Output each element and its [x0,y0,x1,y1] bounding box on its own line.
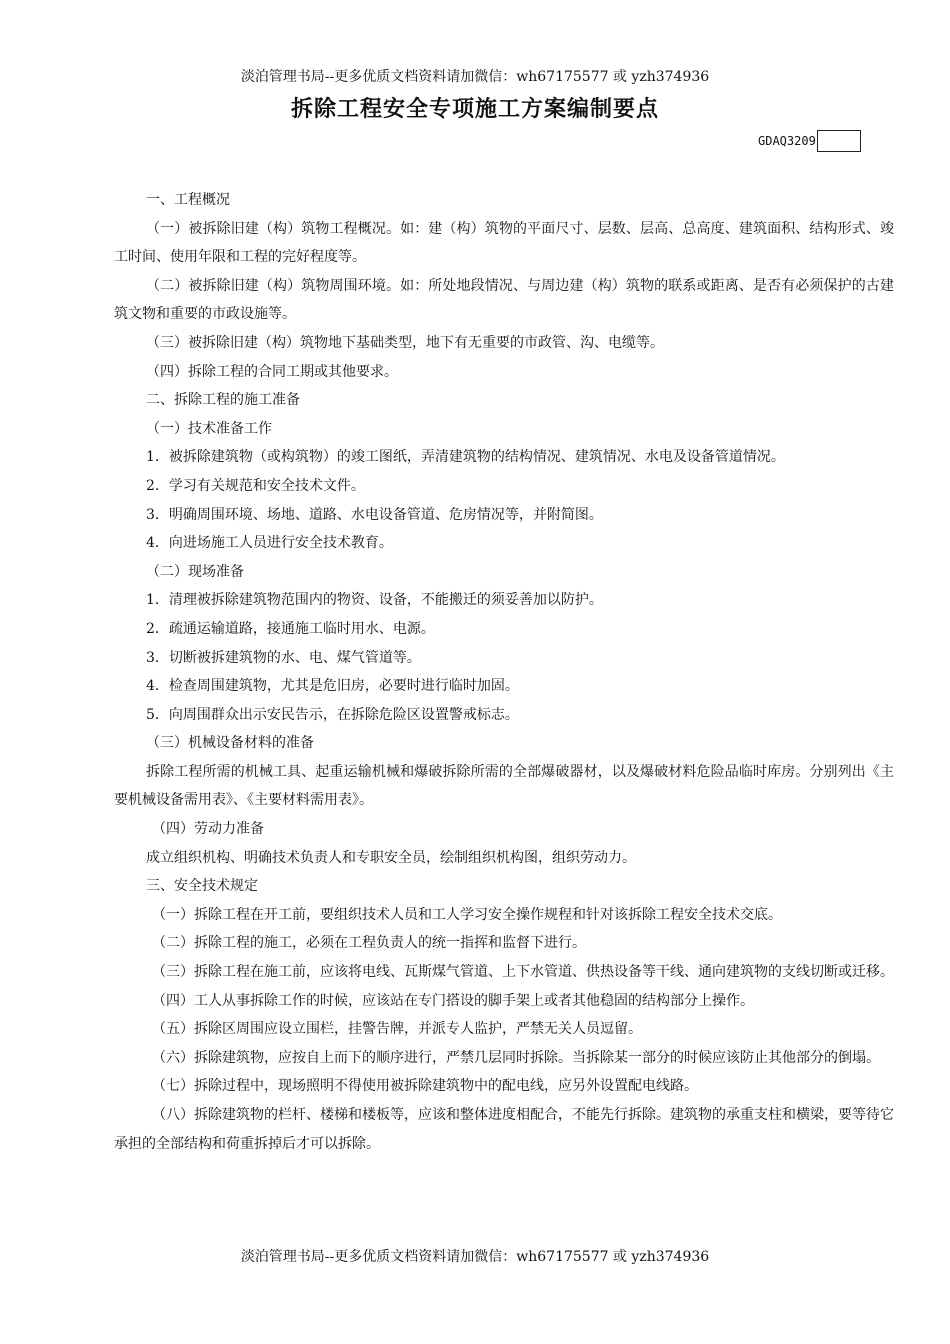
list-item: 1．被拆除建筑物（或构筑物）的竣工图纸，弄清建筑物的结构情况、建筑情况、水电及设备管道情况。 [146,449,785,466]
paragraph: 拆除工程所需的机械工具、起重运输机械和爆破拆除所需的全部爆破器材，以及爆破材料危险品临时库房。分别列出《主要机械设备需用表》、《主要材料需用表》。 [114,763,894,809]
paragraph: （四）拆除工程的合同工期或其他要求。 [146,363,398,380]
subsection-heading: （三）机械设备材料的准备 [146,735,314,752]
page-footer-note: 淡泊管理书局--更多优质文档资料请加微信：wh67175577 或 yzh374936 [240,1249,710,1265]
list-item: 3．切断被拆建筑物的水、电、煤气管道等。 [146,649,421,666]
document-body [114,186,894,1158]
subsection-heading: （四）劳动力准备 [152,821,264,838]
paragraph: （四）工人从事拆除工作的时候，应该站在专门搭设的脚手架上或者其他稳固的结构部分上操作。 [152,992,754,1009]
subsection-heading: （二）现场准备 [146,563,244,580]
code-suffix-box [817,130,861,152]
paragraph: （三）拆除工程在施工前，应该将电线、瓦斯煤气管道、上下水管道、供热设备等干线、通向建筑物的支线切断或迁移。 [152,964,894,981]
paragraph: （七）拆除过程中，现场照明不得使用被拆除建筑物中的配电线，应另外设置配电线路。 [152,1078,698,1095]
list-item: 5．向周围群众出示安民告示，在拆除危险区设置警戒标志。 [146,706,519,723]
document-code-field [758,130,861,152]
paragraph: （五）拆除区周围应设立围栏，挂警告牌，并派专人监护，严禁无关人员逗留。 [152,1021,642,1038]
list-item: 4．检查周围建筑物，尤其是危旧房，必要时进行临时加固。 [146,678,519,695]
section-heading: 三、安全技术规定 [146,878,258,895]
document-title: 拆除工程安全专项施工方案编制要点 [290,97,659,122]
page-header-note: 淡泊管理书局--更多优质文档资料请加微信：wh67175577 或 yzh374936 [240,69,710,85]
paragraph: （一）被拆除旧建（构）筑物工程概况。如：建（构）筑物的平面尺寸、层数、层高、总高度、建筑面积、结构形式、竣工时间、使用年限和工程的完好程度等。 [114,220,894,266]
section-heading: 一、工程概况 [146,192,230,208]
subsection-heading: （一）技术准备工作 [146,420,272,437]
list-item: 1．清理被拆除建筑物范围内的物资、设备，不能搬迁的须妥善加以防护。 [146,592,603,609]
paragraph: （一）拆除工程在开工前，要组织技术人员和工人学习安全操作规程和针对该拆除工程安全技术交底。 [152,906,782,923]
paragraph: 成立组织机构、明确技术负责人和专职安全员，绘制组织机构图，组织劳动力。 [146,849,636,866]
paragraph: （六）拆除建筑物，应按自上而下的顺序进行，严禁几层同时拆除。当拆除某一部分的时候应该防止其他部分的倒塌。 [152,1049,880,1066]
paragraph: （二）拆除工程的施工，必须在工程负责人的统一指挥和监督下进行。 [152,935,586,952]
document-code: GDAQ3209 [758,134,816,148]
paragraph: （二）被拆除旧建（构）筑物周围环境。如：所处地段情况、与周边建（构）筑物的联系或距离、是否有必须保护的古建筑文物和重要的市政设施等。 [114,277,894,323]
paragraph: （三）被拆除旧建（构）筑物地下基础类型，地下有无重要的市政管、沟、电缆等。 [146,334,664,351]
list-item: 2．疏通运输道路，接通施工临时用水、电源。 [146,620,435,637]
list-item: 4．向进场施工人员进行安全技术教育。 [146,535,393,552]
list-item: 2．学习有关规范和安全技术文件。 [146,477,365,494]
paragraph: （八）拆除建筑物的栏杆、楼梯和楼板等，应该和整体进度相配合，不能先行拆除。建筑物的承重支柱和横梁，要等待它承担的全部结构和荷重拆掉后才可以拆除。 [114,1107,894,1152]
section-heading: 二、拆除工程的施工准备 [146,392,300,409]
list-item: 3．明确周围环境、场地、道路、水电设备管道、危房情况等，并附简图。 [146,506,603,523]
